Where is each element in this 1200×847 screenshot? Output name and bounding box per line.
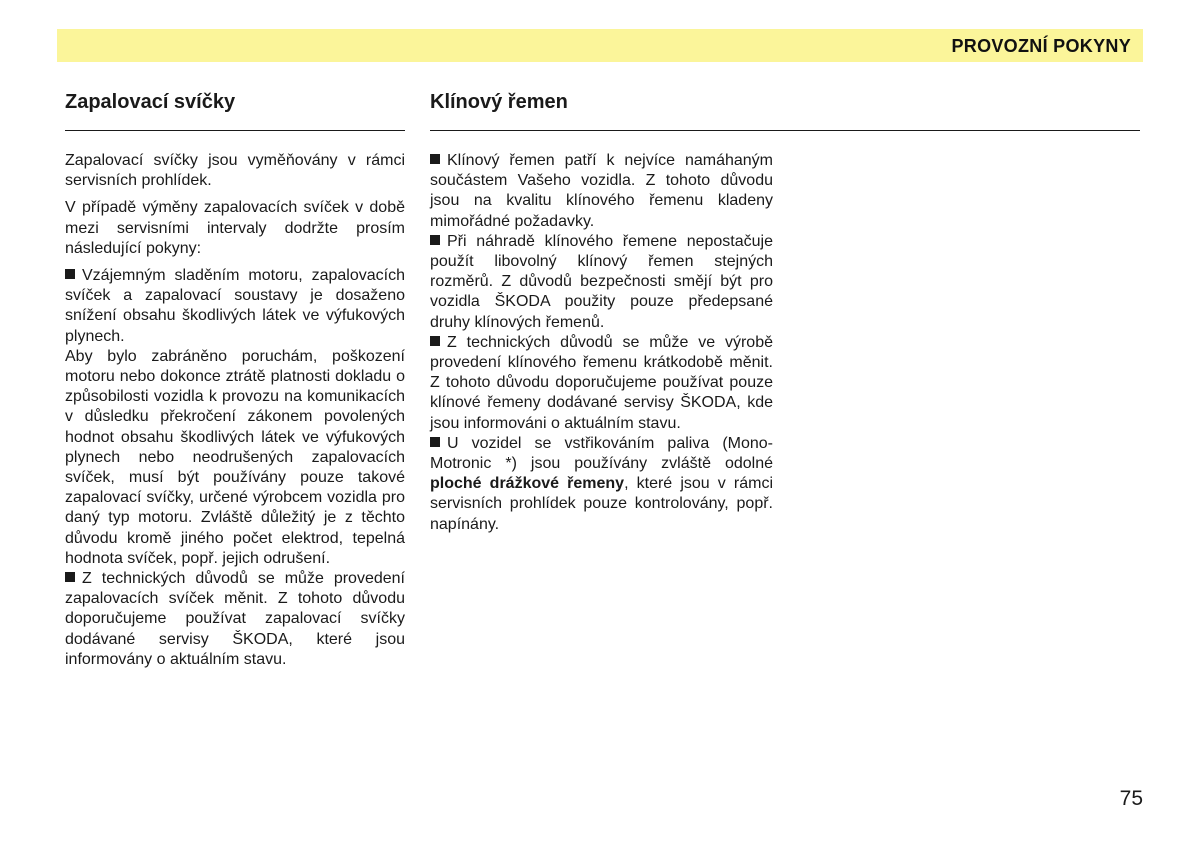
bullet-text: Z technických důvodů se může ve výrobě provedení klínového řemenu krátkodobě měnit. Z tohoto důvodu doporučujeme používat pouze klínové řemeny dodávané servisy ŠKODA, kde jsou informováni o aktuálním stavu. <box>430 333 773 432</box>
bullet-item <box>430 151 773 232</box>
bullet-square-icon <box>430 235 440 245</box>
bullet-item <box>65 569 405 670</box>
bullet-text: Z technických důvodů se může provedení zapalovacích svíček měnit. Z tohoto důvodu doporučujeme používat zapalovací svíčky dodávané servisy ŠKODA, které jsou informovány o aktuálním stavu. <box>65 570 405 668</box>
paragraph: Zapalovací svíčky jsou vyměňovány v rámci servisních prohlídek. <box>65 152 405 190</box>
divider-left <box>65 130 405 131</box>
bullet-text: Při náhradě klínového řemene nepostačuje použít libovolný klínový řemen stejných rozměrů. Z důvodů bezpečnosti smějí být pro vozidla ŠKODA použity pouze předepsané druhy klínových řemenů. <box>430 232 773 331</box>
paragraph: Aby bylo zabráněno poruchám, poškození motoru nebo dokonce ztrátě platnosti dokladu o způsobilosti vozidla k provozu na komunikacích v důsledku překročení zákonem povolených hodnot obsahu škodlivých látek ve výfukových plynech nebo neodrušených zapalovacích svíček, musí být používány pouze takové zapalovací svíčky, určené výrobcem vozidla pro daný typ motoru. Zvláště důležitý je z těchto důvodu kromě jiného počet elektrod, tepelná hodnota svíček, popř. jejich odrušení. <box>65 347 405 567</box>
heading-spark-plugs: Zapalovací svíčky <box>65 91 236 113</box>
bullet-square-icon <box>430 154 440 164</box>
heading-v-belt: Klínový řemen <box>430 91 568 113</box>
header-band <box>57 29 1143 62</box>
bullet-text: , které jsou v rámci servisních prohlídek pouze kontrolovány, popř. napínány. <box>430 475 773 533</box>
bold-term: ploché drážkové řemeny <box>430 475 625 493</box>
bullet-square-icon <box>430 437 440 447</box>
bullet-text: Klínový řemen patří k nejvíce namáhaným součástem Vašeho vozidla. Z tohoto důvodu jsou na kvalitu klínového řemenu kladeny mimořádné požadavky. <box>430 152 773 230</box>
bullet-item <box>65 266 405 347</box>
bullet-square-icon <box>65 572 75 582</box>
bullet-text: Vzájemným sladěním motoru, zapalovacích svíček a zapalovací soustavy je dosaženo snížení obsahu škodlivých látek ve výfukových plynech. <box>65 267 405 345</box>
section-title: PROVOZNÍ POKYNY <box>951 36 1131 56</box>
spark-plugs-column <box>65 151 405 670</box>
bullet-item <box>430 232 773 333</box>
paragraph: V případě výměny zapalovacích svíček v době mezi servisními intervaly dodržte prosím následující pokyny: <box>65 199 405 257</box>
page-number: 75 <box>1119 787 1143 810</box>
bullet-square-icon <box>65 269 75 279</box>
bullet-text: U vozidel se vstřikováním paliva (Mono-Motronic *) jsou používány zvláště odolné <box>430 434 773 473</box>
bullet-item <box>430 333 773 434</box>
divider-right <box>430 130 1140 131</box>
bullet-square-icon <box>430 336 440 346</box>
bullet-item <box>430 434 773 535</box>
v-belt-column <box>430 151 773 535</box>
